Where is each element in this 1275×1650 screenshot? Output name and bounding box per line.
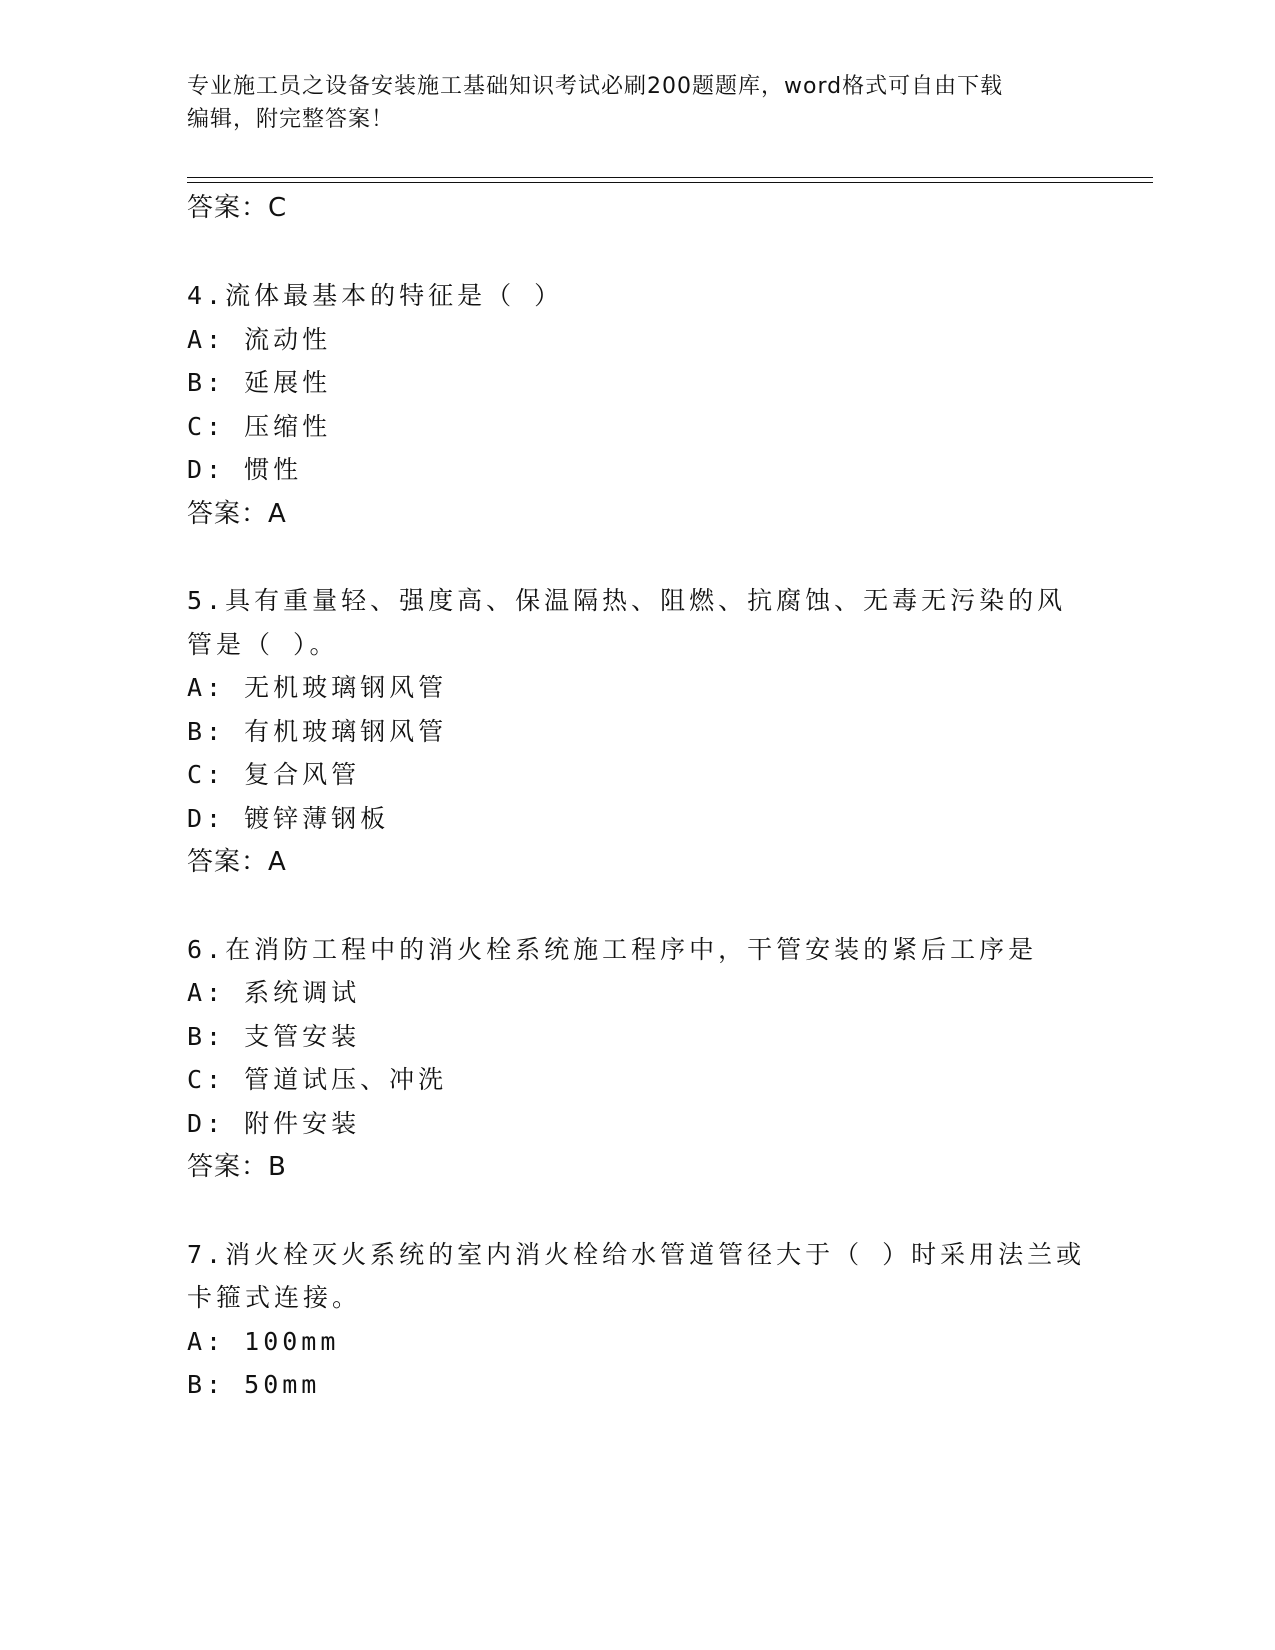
header-divider-top bbox=[187, 177, 1153, 178]
answer-line: 答案：C bbox=[187, 193, 288, 223]
answer-line: 答案：B bbox=[187, 1152, 287, 1182]
option-d: D: 惯性 bbox=[187, 455, 303, 484]
header-divider-bottom bbox=[187, 182, 1153, 183]
option-b: B: 支管安装 bbox=[187, 1022, 361, 1051]
option-b: B: 延展性 bbox=[187, 368, 332, 397]
question-stem-continued: 管是（ ）。 bbox=[187, 630, 339, 659]
question-stem: 5.具有重量轻、强度高、保温隔热、阻燃、抗腐蚀、无毒无污染的风 bbox=[187, 586, 1067, 615]
answer-line: 答案：A bbox=[187, 499, 287, 529]
header-line-2: 编辑，附完整答案！ bbox=[187, 107, 395, 132]
question-stem-continued: 卡箍式连接。 bbox=[187, 1283, 362, 1312]
option-d: D: 附件安装 bbox=[187, 1109, 361, 1138]
header-line-1: 专业施工员之设备安装施工基础知识考试必刷200题题库，word格式可自由下载 bbox=[187, 74, 1004, 99]
question-stem: 7.消火栓灭火系统的室内消火栓给水管道管径大于（ ）时采用法兰或 bbox=[187, 1240, 1086, 1269]
option-c: C: 压缩性 bbox=[187, 412, 332, 441]
option-b: B: 有机玻璃钢风管 bbox=[187, 717, 448, 746]
option-a: A: 系统调试 bbox=[187, 978, 361, 1007]
option-d: D: 镀锌薄钢板 bbox=[187, 804, 390, 833]
option-a: A: 无机玻璃钢风管 bbox=[187, 673, 448, 702]
option-c: C: 管道试压、冲洗 bbox=[187, 1065, 448, 1094]
option-c: C: 复合风管 bbox=[187, 760, 361, 789]
question-stem: 6.在消防工程中的消火栓系统施工程序中，干管安装的紧后工序是 bbox=[187, 935, 1038, 964]
option-b: B: 50mm bbox=[187, 1370, 321, 1399]
answer-line: 答案：A bbox=[187, 847, 287, 877]
document-header bbox=[187, 70, 1067, 136]
option-a: A: 流动性 bbox=[187, 325, 332, 354]
question-stem: 4.流体最基本的特征是（ ） bbox=[187, 281, 564, 310]
option-a: A: 100mm bbox=[187, 1327, 340, 1356]
